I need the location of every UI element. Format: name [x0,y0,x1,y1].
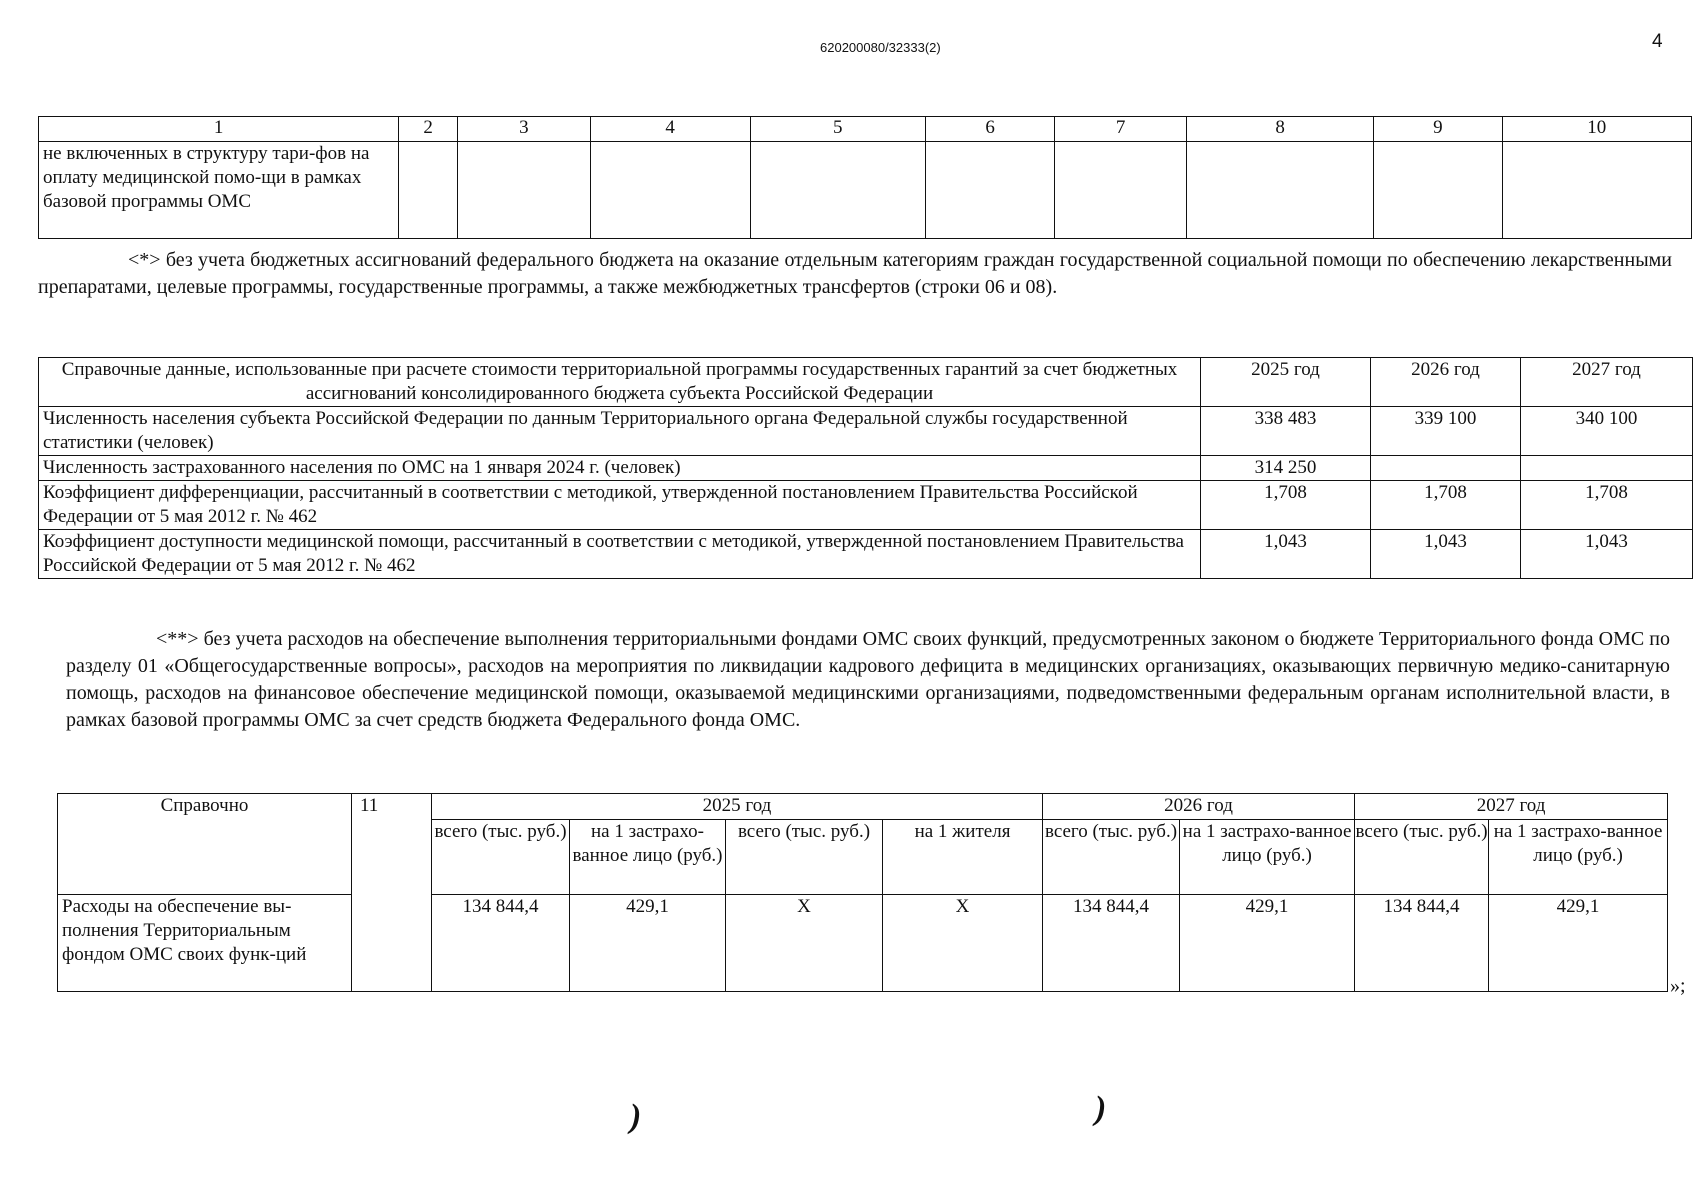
value-cell: 134 844,4 [1043,895,1180,992]
subheader-per-insured: на 1 застрахо-ванное лицо (руб.) [1180,819,1355,894]
empty-cell [399,142,458,239]
expenses-table [57,793,1668,992]
empty-cell [1502,142,1691,239]
col-number: 7 [1055,117,1187,142]
value-cell: 134 844,4 [1355,895,1489,992]
value-cell: 340 100 [1521,407,1693,456]
year-header: 2027 год [1521,358,1693,407]
row-label: Численность застрахованного населения по ОМС на 1 января 2024 г. (человек) [39,456,1201,481]
subheader-total: всего (тыс. руб.) [726,819,883,894]
table-row [39,407,1693,456]
reference-header-label: Справочные данные, использованные при расчете стоимости территориальной программы государственных гарантий за счет бюджетных ассигнований консолидированного бюджета субъекта Российской Федерации [39,358,1201,407]
value-cell [1521,456,1693,481]
column-number-row [39,117,1692,142]
page-number: 4 [1652,31,1663,52]
footnote-1 [38,247,1672,301]
empty-cell [590,142,750,239]
year-header-row [58,794,1668,820]
col-number: 4 [590,117,750,142]
year-header-2027: 2027 год [1355,794,1668,820]
label-header: Справочно [58,794,352,895]
row-label: Численность населения субъекта Российской Федерации по данным Территориального органа Федеральной службы государственной статистики (человек) [39,407,1201,456]
value-cell: 1,043 [1371,530,1521,579]
col-number: 5 [750,117,925,142]
value-cell: 338 483 [1201,407,1371,456]
handwritten-mark: ) [630,1098,642,1135]
subheader-per-insured: на 1 застрахо-ванное лицо (руб.) [1489,819,1668,894]
value-cell: 1,708 [1201,481,1371,530]
year-header: 2025 год [1201,358,1371,407]
value-cell: 134 844,4 [432,895,570,992]
row-code: 11 [352,794,432,992]
empty-cell [1055,142,1187,239]
col-number: 1 [39,117,399,142]
row-label: не включенных в структуру тари-фов на оплату медицинской помо-щи в рамках базовой программы ОМС [43,143,370,212]
value-cell: 429,1 [1489,895,1668,992]
col-number: 2 [399,117,458,142]
subheader-per-resident: на 1 жителя [883,819,1043,894]
subheader-total: всего (тыс. руб.) [1355,819,1489,894]
table-row [39,481,1693,530]
subheader-total: всего (тыс. руб.) [1043,819,1180,894]
value-cell: X [883,895,1043,992]
empty-cell [925,142,1054,239]
row-label-cell [39,142,399,239]
empty-cell [1374,142,1502,239]
col-number: 6 [925,117,1054,142]
col-number: 3 [457,117,590,142]
reference-data-table [38,357,1693,579]
empty-cell [750,142,925,239]
value-cell: 1,043 [1521,530,1693,579]
table-row [58,895,1668,992]
table-row [39,530,1693,579]
value-cell: 314 250 [1201,456,1371,481]
year-header-2026: 2026 год [1043,794,1355,820]
value-cell: 1,708 [1371,481,1521,530]
value-cell: 1,708 [1521,481,1693,530]
row-label: Расходы на обеспечение вы-полнения Территориальным фондом ОМС своих функ-ций [58,895,352,992]
footnote-2 [66,626,1670,734]
table-row [39,456,1693,481]
continuation-table [38,116,1692,239]
value-cell: 339 100 [1371,407,1521,456]
col-number: 10 [1502,117,1691,142]
document-id: 620200080/32333(2) [820,40,941,55]
row-label: Коэффициент доступности медицинской помощи, рассчитанный в соответствии с методикой, утвержденной постановлением Правительства Российской Федерации от 5 мая 2012 г. № 462 [39,530,1201,579]
subheader-total: всего (тыс. руб.) [432,819,570,894]
handwritten-mark: ) [1095,1090,1107,1127]
value-cell: 429,1 [1180,895,1355,992]
row-label: Коэффициент дифференциации, рассчитанный в соответствии с методикой, утвержденной постановлением Правительства Российской Федерации от 5 мая 2012 г. № 462 [39,481,1201,530]
value-cell: 1,043 [1201,530,1371,579]
table-row [39,142,1692,239]
empty-cell [1186,142,1373,239]
value-cell [1371,456,1521,481]
value-cell: 429,1 [570,895,726,992]
col-number: 8 [1186,117,1373,142]
col-number: 9 [1374,117,1502,142]
empty-cell [457,142,590,239]
value-cell: X [726,895,883,992]
year-header-2025: 2025 год [432,794,1043,820]
year-header: 2026 год [1371,358,1521,407]
subheader-per-insured: на 1 застрахо-ванное лицо (руб.) [570,819,726,894]
closing-quote: »; [1670,975,1686,997]
footnote-1-text: <*> без учета бюджетных ассигнований федерального бюджета на оказание отдельным категориям граждан государственной социальной помощи по обеспечению лекарственными препаратами, целевые программы, государственные программы, а также межбюджетных трансфертов (строки 06 и 08). [38,249,1672,298]
table-header-row [39,358,1693,407]
footnote-2-text: <**> без учета расходов на обеспечение выполнения территориальными фондами ОМС своих функций, предусмотренных законом о бюджете Территориального фонда ОМС по разделу 01 «Общегосударственные вопросы», расходов на мероприятия по ликвидации кадрового дефицита в медицинских организациях, оказывающих первичную медико-санитарную помощь, расходов на финансовое обеспечение медицинской помощи, оказываемой медицинскими организациями, подведомственными федеральным органам исполнительной власти, в рамках базовой программы ОМС за счет средств бюджета Федерального фонда ОМС. [66,628,1670,731]
